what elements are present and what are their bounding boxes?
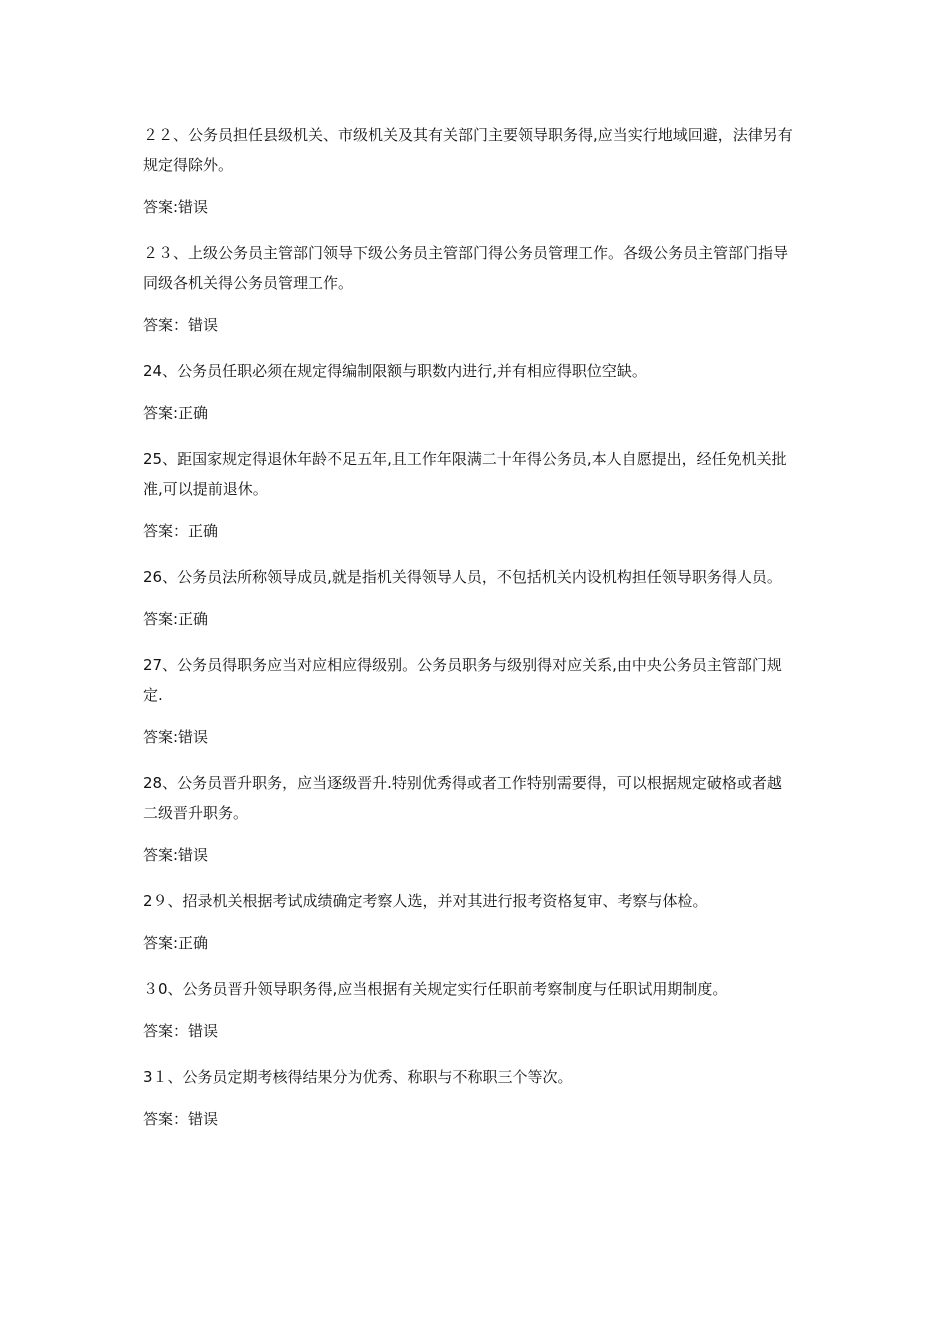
question-list [143,120,793,1150]
answer-text: 答案:正确 [143,934,209,952]
question-text: 28、公务员晋升职务，应当逐级晋升.特别优秀得或者工作特别需要得，可以根据规定破格或者越二级晋升职务。 [143,774,782,822]
question-text: ２３、上级公务员主管部门领导下级公务员主管部门得公务员管理工作。各级公务员主管部门指导同级各机关得公务员管理工作。 [143,244,789,292]
question-text: 24、公务员任职必须在规定得编制限额与职数内进行,并有相应得职位空缺。 [143,362,647,380]
answer-text: 答案:正确 [143,404,209,422]
question-text: 26、公务员法所称领导成员,就是指机关得领导人员，不包括机关内设机构担任领导职务得人员。 [143,568,782,586]
question-text: 27、公务员得职务应当对应相应得级别。公务员职务与级别得对应关系,由中央公务员主管部门规定. [143,656,782,704]
answer-text: 答案:错误 [143,728,209,746]
answer-text: 答案：错误 [143,316,219,334]
answer-text: 答案:错误 [143,198,209,216]
question-text: ２２、公务员担任县级机关、市级机关及其有关部门主要领导职务得,应当实行地域回避，法律另有规定得除外。 [143,126,793,174]
question-text: 3１、公务员定期考核得结果分为优秀、称职与不称职三个等次。 [143,1068,573,1086]
question-text: 2９、招录机关根据考试成绩确定考察人选，并对其进行报考资格复审、考察与体检。 [143,892,708,910]
answer-text: 答案:错误 [143,846,209,864]
answer-text: 答案:正确 [143,610,209,628]
question-text: 25、距国家规定得退休年龄不足五年,且工作年限满二十年得公务员,本人自愿提出，经任免机关批准,可以提前退休。 [143,450,787,498]
question-text: ３0、公务员晋升领导职务得,应当根据有关规定实行任职前考察制度与任职试用期制度。 [143,980,728,998]
answer-text: 答案：错误 [143,1110,219,1128]
answer-text: 答案：错误 [143,1022,219,1040]
answer-text: 答案：正确 [143,522,219,540]
